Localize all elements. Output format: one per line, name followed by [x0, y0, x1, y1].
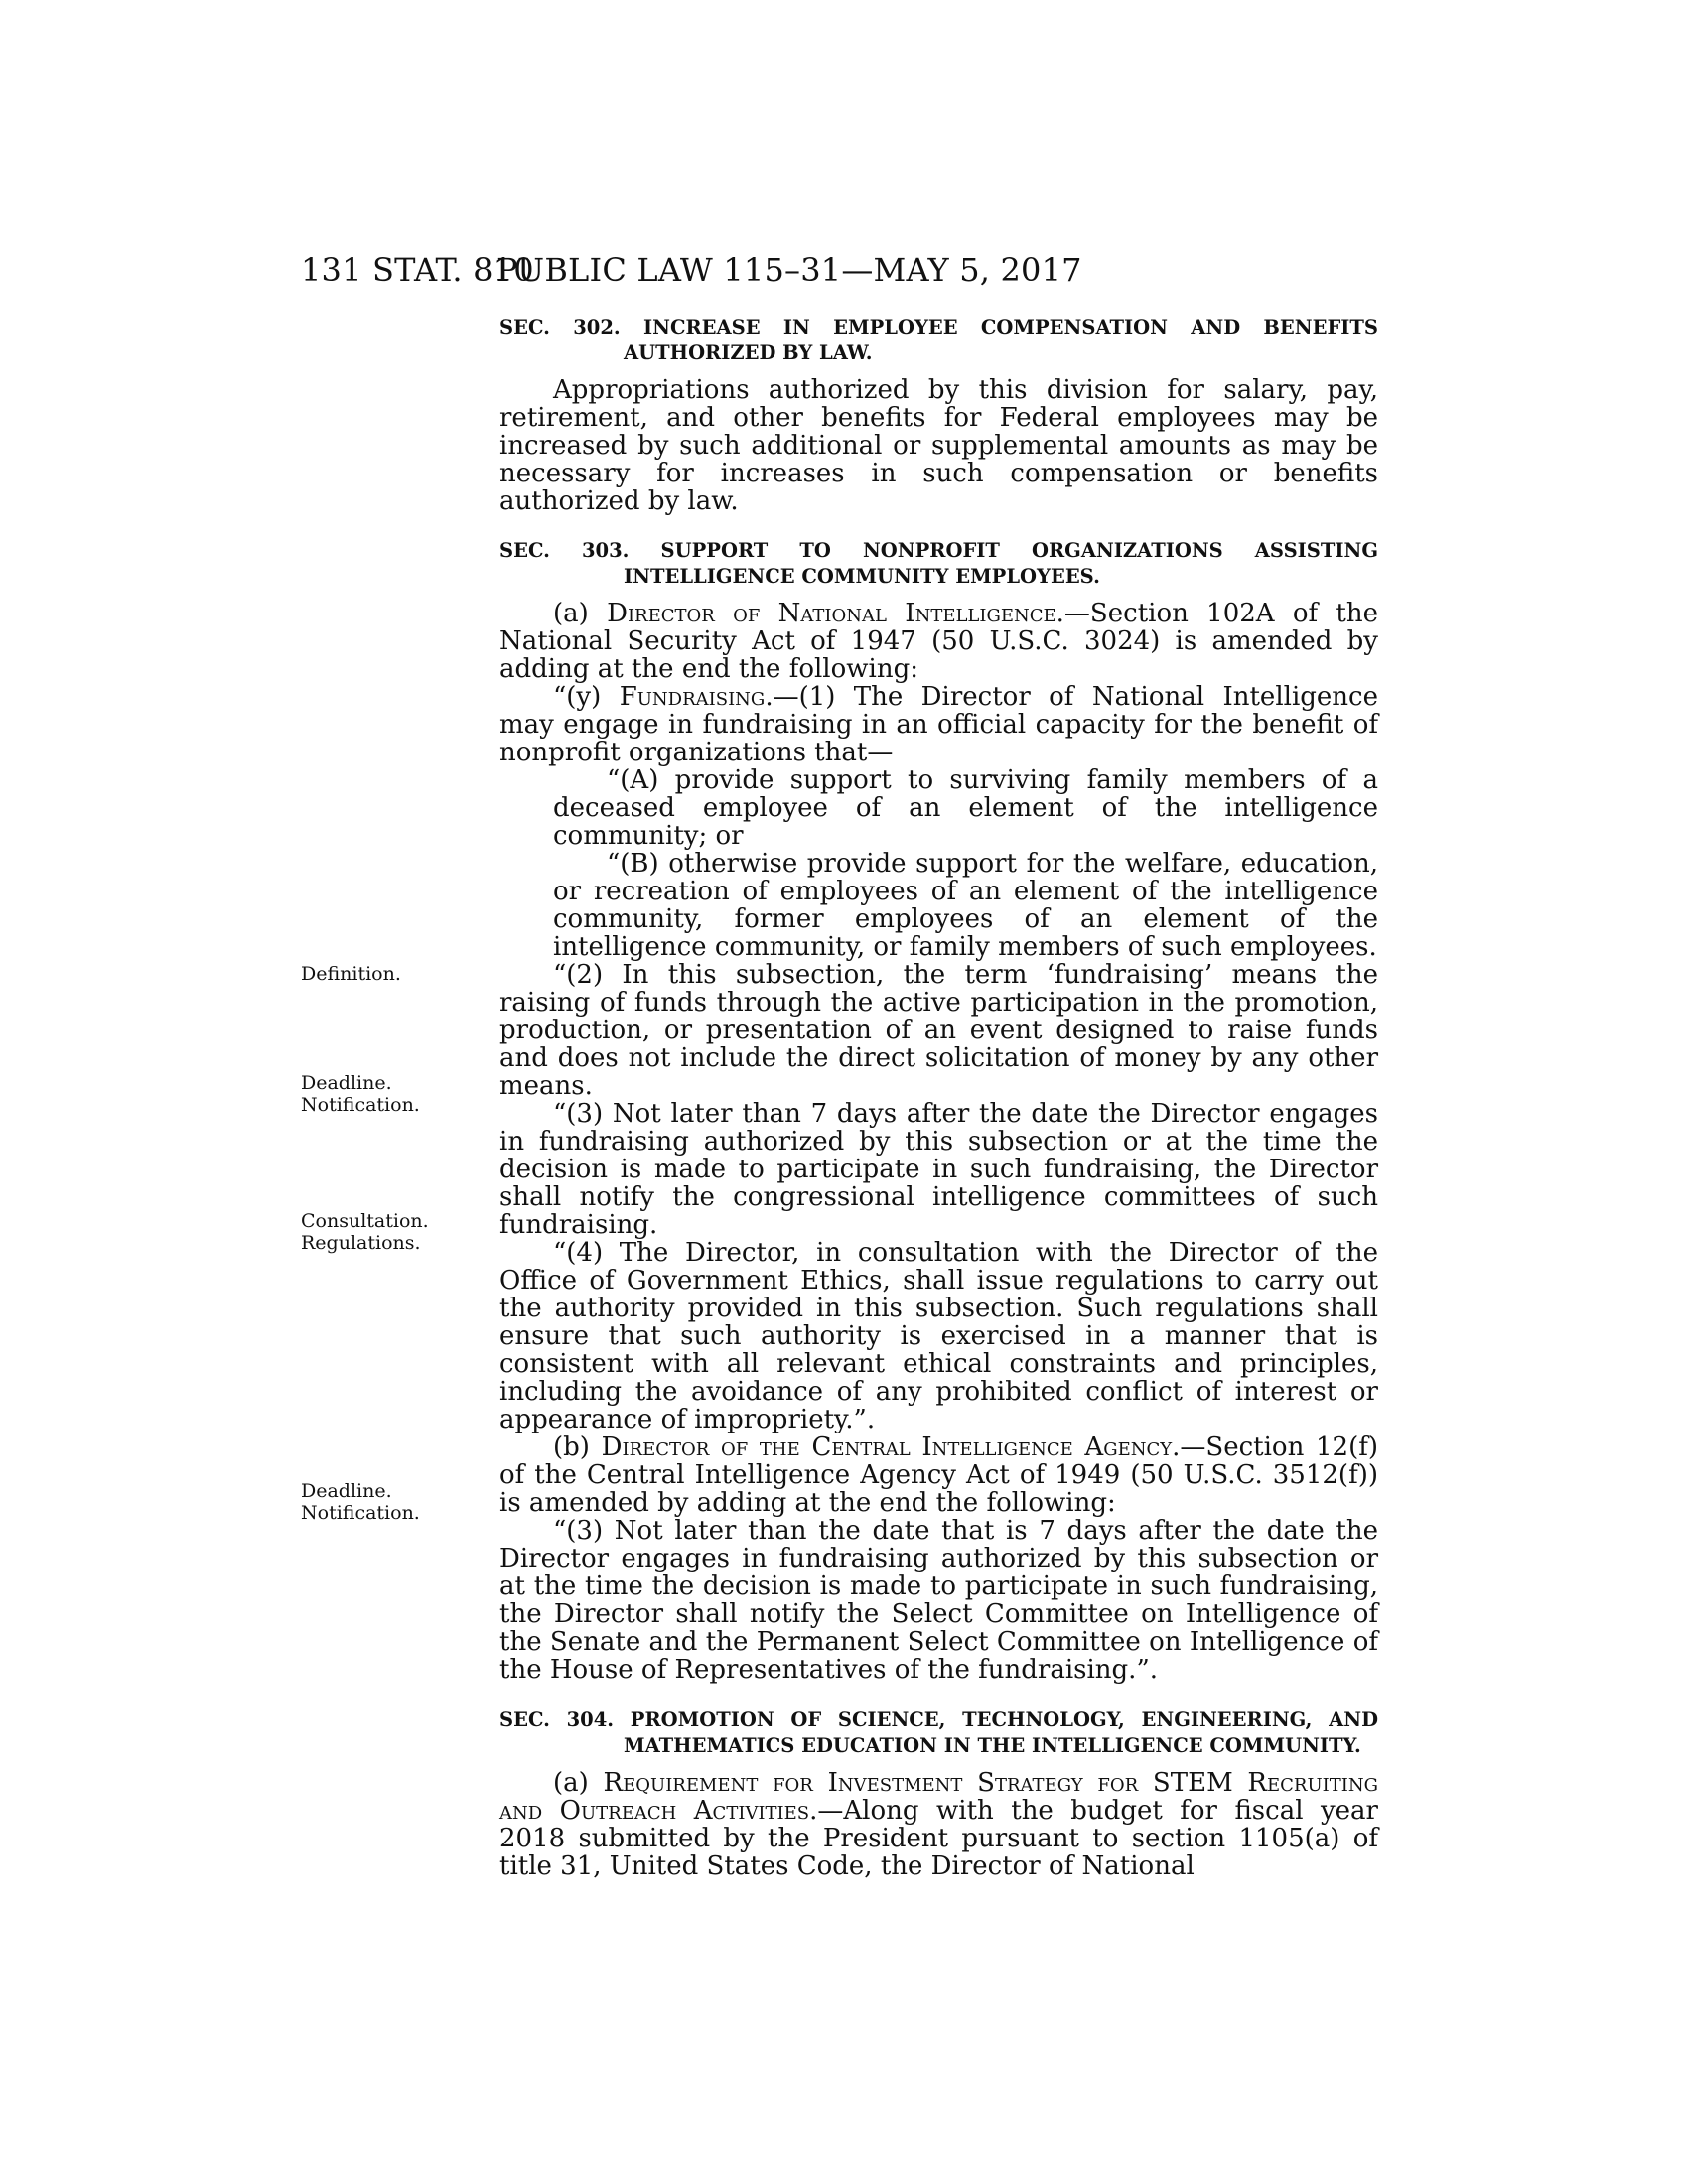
- section-303-heading: SEC. 303. SUPPORT TO NONPROFIT ORGANIZATIONS ASSISTING INTELLIGENCE COMMUNITY EMPLOYEES.: [499, 539, 1378, 588]
- margin-note-text: Deadline.: [301, 1072, 392, 1094]
- margin-note-deadline-notification-2: [301, 1480, 450, 1524]
- section-303-subsection-b: [499, 1433, 1378, 1517]
- section-304-subsection-a: [499, 1769, 1378, 1880]
- subsection-marker: (a): [553, 599, 589, 628]
- subsection-caption: Fundraising: [619, 682, 766, 712]
- paragraph-4-regulations: “(4) The Director, in consultation with the Director of the Office of Government Ethics, shall issue regulations to carry out the authority provided in this subsection. Such regulations shall ensure that such authority is exercised in a manner that is consistent with all relevant ethical constraints and principles, including the avoidance of any prohibited conflict of interest or appearance of impropriety.”.: [499, 1238, 1378, 1434]
- margin-note-consultation-regulations: [301, 1210, 450, 1254]
- subsection-b-paragraph-3: “(3) Not later than the date that is 7 days after the date the Director engages in fundraising authorized by this subsection or at the time the decision is made to participate in such fundraising, the Director shall notify the Select Committee on Intelligence of the Senate and the Permanent Select Committee on Intelligence of the House of Representatives of the fundraising.”.: [499, 1516, 1378, 1685]
- document-body: [499, 315, 1378, 1880]
- margin-note-text: Notification.: [301, 1094, 420, 1116]
- clause-B: “(B) otherwise provide support for the welfare, education, or recreation of employees of an element of the intelligence community, former employees of an element of the intelligence community, or family members of such employees.: [553, 849, 1378, 962]
- margin-note-text: Definition.: [301, 963, 401, 985]
- margin-note-text: Notification.: [301, 1502, 420, 1524]
- stat-page-number: 131 STAT. 810: [301, 251, 534, 289]
- section-302-paragraph: Appropriations authorized by this division for salary, pay, retirement, and other benefits for Federal employees may be increased by such additional or supplemental amounts as may be necessary for increases in such compensation or benefits authorized by law.: [499, 375, 1378, 516]
- subsection-caption: Director of National Intelligence: [607, 599, 1056, 628]
- subsection-marker: (a): [553, 1768, 589, 1798]
- section-303-subsection-a: [499, 600, 1378, 683]
- paragraph-2-definition: “(2) In this subsection, the term ‘fundraising’ means the raising of funds through the active participation in the promotion, production, or presentation of an event designed to raise funds and does not include the direct solicitation of money by any other means.: [499, 960, 1378, 1101]
- margin-note-text: Deadline.: [301, 1480, 392, 1502]
- subsection-caption: Director of the Central Intelligence Agency: [601, 1433, 1173, 1462]
- subsection-text: .—Section 12(f) of the Central Intelligence Agency Act of 1949 (50 U.S.C. 3512(f)) is amended by adding at the end the following:: [499, 1433, 1378, 1518]
- margin-note-definition: [301, 963, 450, 985]
- subsection-caption: Requirement for Investment Strategy for STEM Recruiting and Outreach Activities: [499, 1768, 1379, 1826]
- section-302-heading: SEC. 302. INCREASE IN EMPLOYEE COMPENSATION AND BENEFITS AUTHORIZED BY LAW.: [499, 316, 1378, 364]
- margin-note-deadline-notification: [301, 1072, 450, 1116]
- margin-note-text: Regulations.: [301, 1232, 421, 1254]
- subsection-marker: “(y): [553, 682, 602, 712]
- subsection-text: .—Section 102A of the National Security Act of 1947 (50 U.S.C. 3024) is amended by adding at the end the following:: [499, 599, 1378, 684]
- section-303-subsection-y: [499, 683, 1378, 766]
- subsection-text: .—Along with the budget for fiscal year 2018 submitted by the President pursuant to section 1105(a) of title 31, United States Code, the Director of National: [499, 1796, 1378, 1881]
- running-header-title: PUBLIC LAW 115–31—MAY 5, 2017: [496, 251, 1082, 289]
- margin-note-text: Consultation.: [301, 1210, 429, 1232]
- paragraph-3-notification: “(3) Not later than 7 days after the date the Director engages in fundraising authorized by this subsection or at the time the decision is made to participate in such fundraising, the Director shall notify the congressional intelligence committees of such fundraising.: [499, 1099, 1378, 1240]
- clause-A: “(A) provide support to surviving family members of a deceased employee of an element of the intelligence community; or: [553, 765, 1378, 851]
- section-304-heading: SEC. 304. PROMOTION OF SCIENCE, TECHNOLOGY, ENGINEERING, AND MATHEMATICS EDUCATION IN THE INTELLIGENCE COMMUNITY.: [499, 1708, 1378, 1757]
- subsection-marker: (b): [553, 1433, 590, 1462]
- subsection-text: .—(1) The Director of National Intelligence may engage in fundraising in an official capacity for the benefit of nonprofit organizations that—: [499, 682, 1378, 767]
